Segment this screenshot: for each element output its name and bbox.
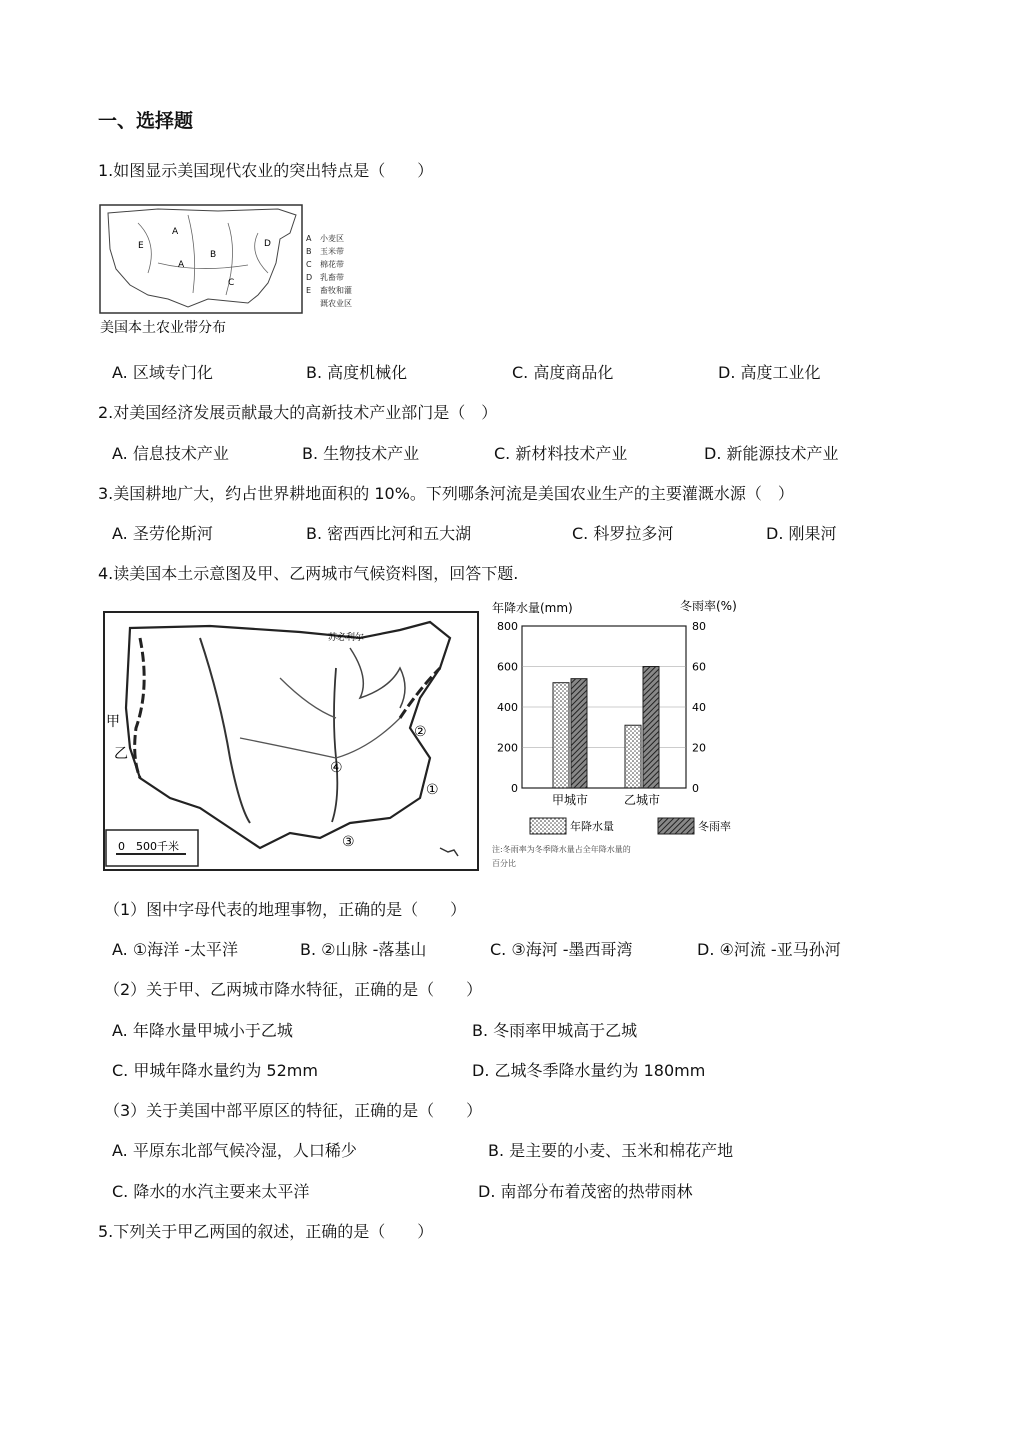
svg-text:A: A [306, 234, 312, 243]
region-label-a1: A [172, 227, 179, 237]
label-circle-2: ② [414, 724, 427, 740]
q2-stem: 2.对美国经济发展贡献最大的高新技术产业部门是（ ） [98, 403, 498, 422]
label-jia: 甲 [106, 714, 120, 730]
map-legend [306, 233, 352, 308]
category-label: 乙城市 [623, 793, 661, 807]
q4-sub1-option-a[interactable]: A. ①海洋 -太平洋 [112, 940, 239, 959]
svg-text:C: C [306, 260, 312, 269]
y-tick-label: 200 [497, 741, 518, 755]
svg-text:乳畜带: 乳畜带 [320, 273, 344, 282]
svg-text:E: E [306, 286, 312, 295]
y-tick-label-right: 0 [692, 782, 699, 795]
y-tick-label-right: 40 [692, 701, 706, 714]
us-outline [108, 209, 296, 307]
rocky-mountains [200, 638, 250, 823]
svg-text:小麦区: 小麦区 [320, 234, 344, 243]
map-caption: 美国本土农业带分布 [100, 320, 226, 336]
region-label-c: C [228, 278, 235, 288]
q4-sub1-option-b[interactable]: B. ②山脉 -落基山 [300, 940, 427, 959]
y-tick-label: 0 [511, 782, 518, 795]
legend-label-precip: 年降水量 [570, 820, 614, 833]
q3-stem: 3.美国耕地广大，约占世界耕地面积的 10%。下列哪条河流是美国农业生产的主要灌溉水源（ ） [98, 484, 794, 503]
mississippi-river [332, 668, 337, 822]
q4-sub2-option-b[interactable]: B. 冬雨率甲城高于乙城 [472, 1021, 638, 1040]
category-labels [552, 793, 660, 807]
svg-text:玉米带: 玉米带 [320, 247, 344, 256]
q2-option-c[interactable]: C. 新材料技术产业 [494, 444, 628, 463]
category-label: 甲城市 [551, 793, 589, 807]
q4-sub3-option-d[interactable]: D. 南部分布着茂密的热带雨林 [478, 1182, 693, 1201]
section-title: 一、选择题 [98, 110, 194, 132]
bar-winter-ratio [571, 679, 587, 788]
legend-swatch-precip [530, 818, 566, 834]
q4-sub1-option-d[interactable]: D. ④河流 -亚马孙河 [697, 940, 841, 959]
legend-label-winter: 冬雨率 [698, 820, 731, 833]
q4-sub1-option-c[interactable]: C. ③海河 -墨西哥湾 [490, 940, 633, 959]
q2-option-a[interactable]: A. 信息技术产业 [112, 444, 229, 463]
q1-agriculture-map [98, 203, 378, 338]
q3-option-a[interactable]: A. 圣劳伦斯河 [112, 524, 213, 543]
region-label-e: E [138, 241, 144, 251]
y-tick-label-right: 80 [692, 620, 706, 633]
map-borders [138, 215, 268, 295]
svg-text:D: D [306, 273, 313, 282]
chart-footnote-2: 百分比 [492, 859, 516, 868]
svg-text:棉花带: 棉花带 [320, 260, 344, 269]
q1-stem: 1.如图显示美国现代农业的突出特点是（ ） [98, 161, 434, 180]
label-lake: 苏必利尔 [328, 633, 365, 643]
y-ticks [497, 620, 518, 795]
q4-climate-chart [488, 596, 758, 884]
region-label-b: B [210, 250, 217, 260]
q1-option-c[interactable]: C. 高度商品化 [512, 363, 614, 382]
bar-winter-ratio [643, 667, 659, 789]
map-frame [100, 205, 302, 313]
label-yi: 乙 [114, 746, 128, 762]
bars [553, 667, 659, 789]
q4-sub2-option-c[interactable]: C. 甲城年降水量约为 52mm [112, 1061, 318, 1080]
west-coast-mountains [135, 638, 145, 778]
label-circle-4: ④ [330, 760, 343, 776]
q4-us-map [100, 608, 482, 874]
q4-sub2-option-a[interactable]: A. 年降水量甲城小于乙城 [112, 1021, 293, 1040]
q1-option-d[interactable]: D. 高度工业化 [718, 363, 821, 382]
y-ticks-right [692, 620, 706, 795]
bar-precip [625, 725, 641, 788]
grid [522, 667, 686, 748]
y-axis-label: 年降水量(mm) [492, 601, 573, 615]
q5-stem: 5.下列关于甲乙两国的叙述，正确的是（ ） [98, 1222, 434, 1241]
q2-option-d[interactable]: D. 新能源技术产业 [704, 444, 839, 463]
y-tick-label: 400 [497, 701, 518, 714]
q4-sub1-stem: （1）图中字母代表的地理事物，正确的是（ ） [104, 900, 467, 919]
q3-option-d[interactable]: D. 刚果河 [766, 524, 837, 543]
svg-text:溉农业区: 溉农业区 [320, 299, 352, 308]
q3-option-b[interactable]: B. 密西西比河和五大湖 [306, 524, 472, 543]
q2-option-b[interactable]: B. 生物技术产业 [302, 444, 420, 463]
q4-sub3-option-a[interactable]: A. 平原东北部气候冷湿，人口稀少 [112, 1141, 357, 1160]
q4-sub3-option-c[interactable]: C. 降水的水汽主要来太平洋 [112, 1182, 310, 1201]
us-outline [126, 622, 450, 848]
label-circle-1: ① [426, 782, 439, 798]
y-tick-label: 800 [497, 620, 518, 633]
q4-sub2-option-d[interactable]: D. 乙城冬季降水量约为 180mm [472, 1061, 706, 1080]
y-tick-label-right: 60 [692, 660, 706, 674]
y-axis-label-right: 冬雨率(%) [680, 599, 737, 613]
tributaries [240, 678, 400, 758]
q4-stem: 4.读美国本土示意图及甲、乙两城市气候资料图，回答下题. [98, 564, 519, 583]
q3-option-c[interactable]: C. 科罗拉多河 [572, 524, 674, 543]
svg-text:B: B [306, 247, 312, 256]
chart-footnote-1: 注:冬雨率为冬季降水量占全年降水量的 [492, 845, 631, 854]
y-tick-label: 600 [497, 660, 518, 674]
q1-option-b[interactable]: B. 高度机械化 [306, 363, 408, 382]
bar-precip [553, 683, 569, 788]
q4-sub2-stem: （2）关于甲、乙两城市降水特征，正确的是（ ） [104, 980, 483, 999]
region-label-d: D [264, 239, 271, 249]
q4-sub3-stem: （3）关于美国中部平原区的特征，正确的是（ ） [104, 1101, 483, 1120]
svg-text:畜牧和灌: 畜牧和灌 [320, 286, 352, 295]
q1-option-a[interactable]: A. 区域专门化 [112, 363, 213, 382]
scale-text: 0 500千米 [118, 840, 179, 853]
legend-swatch-winter [658, 818, 694, 834]
great-lakes [350, 648, 405, 708]
region-label-a2: A [178, 260, 185, 270]
y-tick-label-right: 20 [692, 741, 706, 755]
islands [440, 848, 458, 856]
q4-sub3-option-b[interactable]: B. 是主要的小麦、玉米和棉花产地 [488, 1141, 734, 1160]
label-circle-3: ③ [342, 834, 355, 850]
